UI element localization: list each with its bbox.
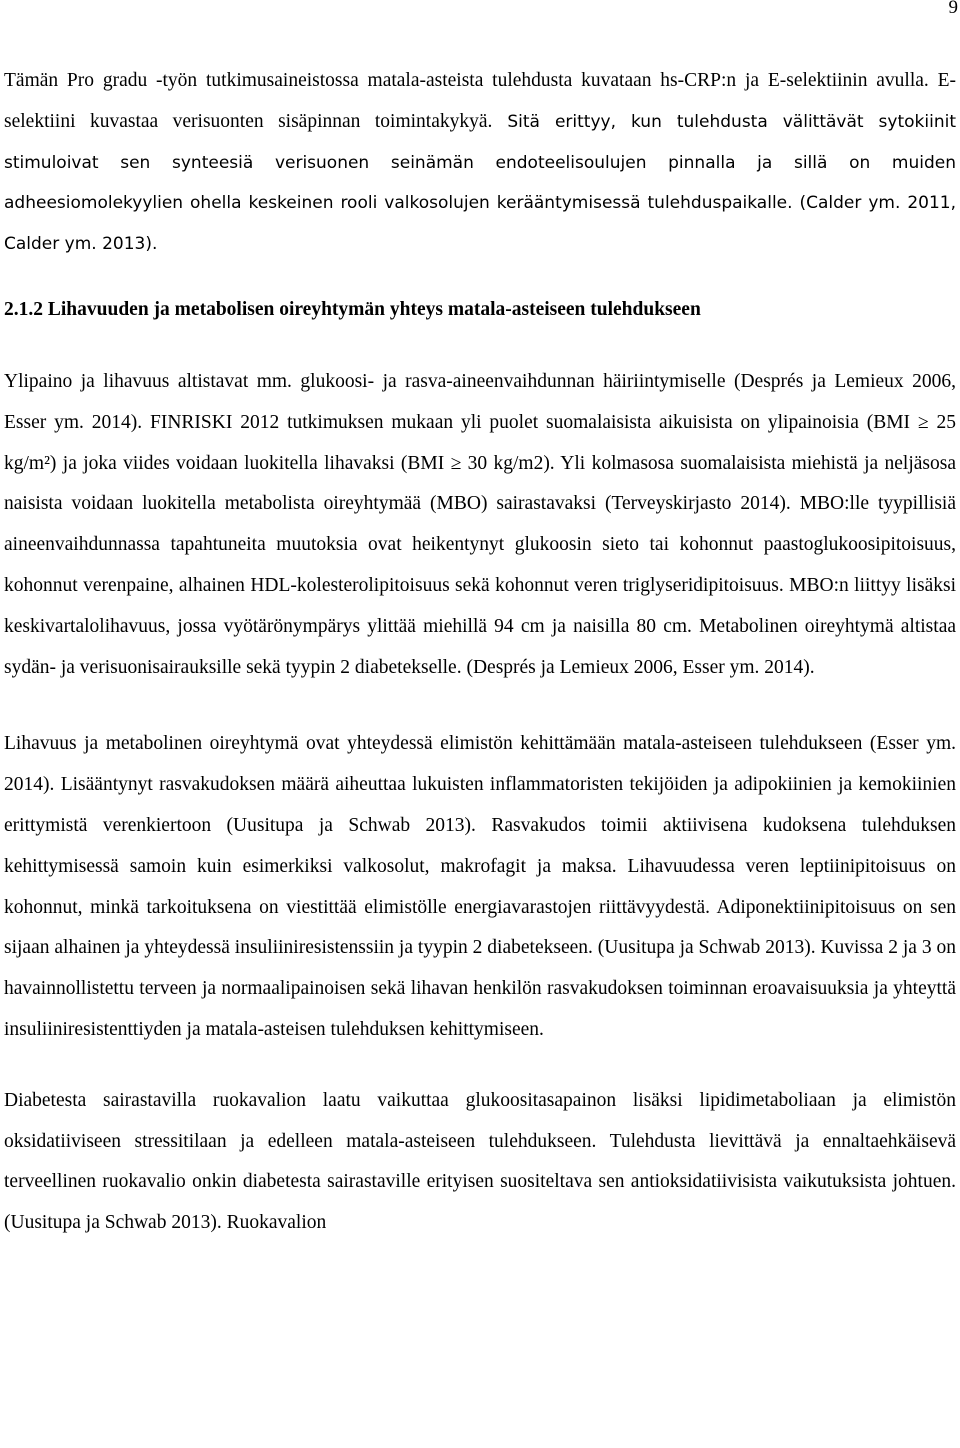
paragraph-e-selectin-rest: Sitä erittyy, kun tulehdusta välittävät sytokiinit stimuloivat sen synteesiä verisuonen seinämän endoteelisoulujen pinnalla ja sillä on muiden adheesiomolekyylien ohella keskeinen rooli valkosolujen kerääntymisessä tulehduspaikalle. (Calder ym. 2011, Calder ym. 2013). — [4, 111, 956, 255]
paragraph-diabetes-diet: Diabetesta sairastavilla ruokavalion laatu vaikuttaa glukoositasapainon lisäksi lipidimetaboliaan ja elimistön oksidatiiviseen stressitilaan ja edelleen matala-asteiseen tulehdukseen. Tulehdusta lievittävä ja ennaltaehkäisevä terveellinen ruokavalio onkin diabetesta sairastaville erityisen suositeltava sen antioksidatiivisista vaikutuksista johtuen. (Uusitupa ja Schwab 2013). Ruokavalion — [4, 1089, 956, 1234]
section-heading: 2.1.2 Lihavuuden ja metabolisen oireyhtymän yhteys matala-asteiseen tulehdukseen — [4, 298, 701, 320]
document-body — [4, 61, 956, 1244]
page-number: 9 — [948, 0, 958, 18]
paragraph-inflammation: Lihavuus ja metabolinen oireyhtymä ovat yhteydessä elimistön kehittämään matala-asteiseen tulehdukseen (Esser ym. 2014). Lisääntynyt rasvakudoksen määrä aiheuttaa lukuisten inflammatoristen tekijöiden ja adipokiinien ja kemokiinien erittymistä verenkiertoon (Uusitupa ja Schwab 2013). Rasvakudos toimii aktiivisena kudoksena tulehduksen kehittymisessä samoin kuin esimerkiksi valkosolut, makrofagit ja maksa. Lihavuudessa veren leptiinipitoisuus on kohonnut, minkä tarkoituksena on viestittää elimistölle energiavarastojen riittävyydestä. Adiponektiinipitoisuus on sen sijaan alhainen ja yhteydessä insuliiniresistenssiin ja tyypin 2 diabetekseen. (Uusitupa ja Schwab 2013). Kuvissa 2 ja 3 on havainnollistettu terveen ja normaalipainoisen sekä lihavan henkilön rasvakudoksen toiminnan eroavaisuuksia ja yhteyttä insuliiniresistenttiyden ja matala-asteisen tulehduksen kehittymiseen. — [4, 733, 956, 1040]
paragraph-e-selectin-intro: Tämän Pro gradu -työn tutkimusaineistossa matala-asteista tulehdusta kuvataan hs-CRP:n ja E-selektiinin avulla. E-selektiini kuvastaa verisuonten sisäpinnan toimintakykyä. — [4, 70, 956, 132]
paragraph-e-selectin — [4, 61, 956, 265]
paragraph-obesity-mbo: Ylipaino ja lihavuus altistavat mm. glukoosi- ja rasva-aineenvaihdunnan häiriintymiselle (Després ja Lemieux 2006, Esser ym. 2014). FINRISKI 2012 tutkimuksen mukaan yli puolet suomalaisista aikuisista on ylipainoisia (BMI ≥ 25 kg/m²) ja joka viides voidaan luokitella lihavaksi (BMI ≥ 30 kg/m2). Yli kolmasosa suomalaisista miehistä ja neljäsosa naisista voidaan luokitella metabolista oireyhtymää (MBO) sairastavaksi (Terveyskirjasto 2014). MBO:lle tyypillisiä aineenvaihdunnassa tapahtuneita muutoksia ovat heikentynyt glukoosin sieto tai kohonnut paastoglukoosipitoisuus, kohonnut verenpaine, alhainen HDL-kolesterolipitoisuus sekä kohonnut veren triglyseridipitoisuus. MBO:n liittyy lisäksi keskivartalolihavuus, jossa vyötärönympärys ylittää miehillä 94 cm ja naisilla 80 cm. Metabolinen oireyhtymä altistaa sydän- ja verisuonisairauksille sekä tyypin 2 diabetekselle. (Després ja Lemieux 2006, Esser ym. 2014). — [4, 370, 956, 678]
